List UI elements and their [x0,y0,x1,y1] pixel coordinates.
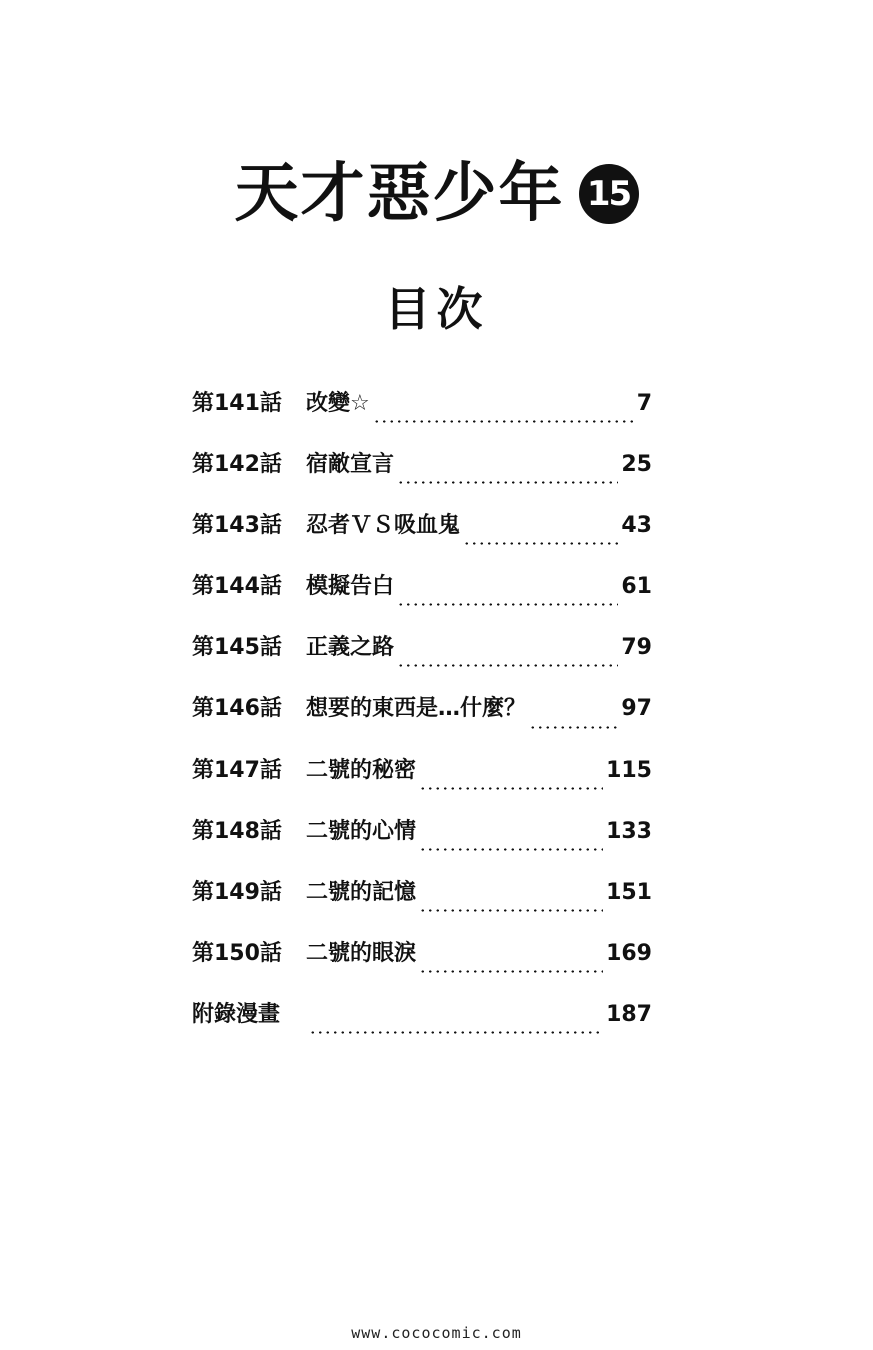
page-number: 187 [606,1001,652,1027]
toc-entry-147[interactable] [192,757,652,821]
toc-entry-149[interactable] [192,879,652,943]
chapter-title: 二號的秘密 [306,757,417,783]
dot-leader [309,1031,603,1034]
page-number: 43 [621,513,652,539]
chapter-number: 第147話 [192,757,282,783]
chapter-number: 第149話 [192,879,282,905]
chapter-number: 第150話 [192,940,282,966]
page-number: 97 [621,696,652,722]
page-number: 61 [621,574,652,600]
chapter-title: 二號的記憶 [306,879,417,905]
toc-entry-143[interactable] [192,515,652,576]
chapter-number: 第144話 [192,574,282,600]
toc-heading: 目次 [384,282,489,336]
dot-leader [373,420,634,423]
chapter-title: 宿敵宣言 [306,452,395,478]
dot-leader [529,726,618,729]
toc-entry-142[interactable] [192,454,652,515]
page-number: 169 [606,940,652,966]
chapter-number: 附錄漫畫 [192,1001,281,1027]
chapter-number: 第148話 [192,818,282,844]
dot-leader [419,848,603,851]
dot-leader [397,481,618,484]
chapter-title: 想要的東西是…什麼？ [306,696,527,722]
chapter-number: 第142話 [192,452,282,478]
toc-entry-146[interactable] [192,698,652,759]
chapter-number: 第143話 [192,513,282,539]
toc-entry-141[interactable] [192,393,652,454]
chapter-number: 第145話 [192,635,282,661]
chapter-title: 二號的眼淚 [306,940,417,966]
dot-leader [419,909,603,912]
page-number: 151 [606,879,652,905]
page-number: 79 [621,635,652,661]
page-number: 115 [606,757,652,783]
chapter-title: 正義之路 [306,635,395,661]
dot-leader [397,603,618,606]
page-number: 133 [606,818,652,844]
chapter-title: 模擬告白 [306,574,395,600]
title-row [0,157,873,231]
toc-entry-bonus-manga[interactable] [192,1001,652,1065]
page-number: 25 [621,452,652,478]
chapter-number: 第146話 [192,696,282,722]
table-of-contents [192,393,652,1065]
toc-entry-145[interactable] [192,637,652,698]
chapter-title: 改變☆ [306,391,370,416]
footer-url: www.cococomic.com [351,1324,522,1342]
dot-leader [419,970,603,973]
toc-entry-144[interactable] [192,576,652,637]
chapter-number: 第141話 [192,391,282,416]
toc-entry-150[interactable] [192,940,652,1004]
toc-entry-148[interactable] [192,818,652,882]
page-number: 7 [636,391,652,416]
chapter-title: 二號的心情 [306,818,417,844]
dot-leader [463,542,618,545]
book-title: 天才惡少年 [234,157,565,231]
dot-leader [419,787,603,790]
dot-leader [397,664,618,667]
chapter-title: 忍者ＶＳ吸血鬼 [306,513,461,539]
volume-number-badge: 15 [579,164,639,224]
